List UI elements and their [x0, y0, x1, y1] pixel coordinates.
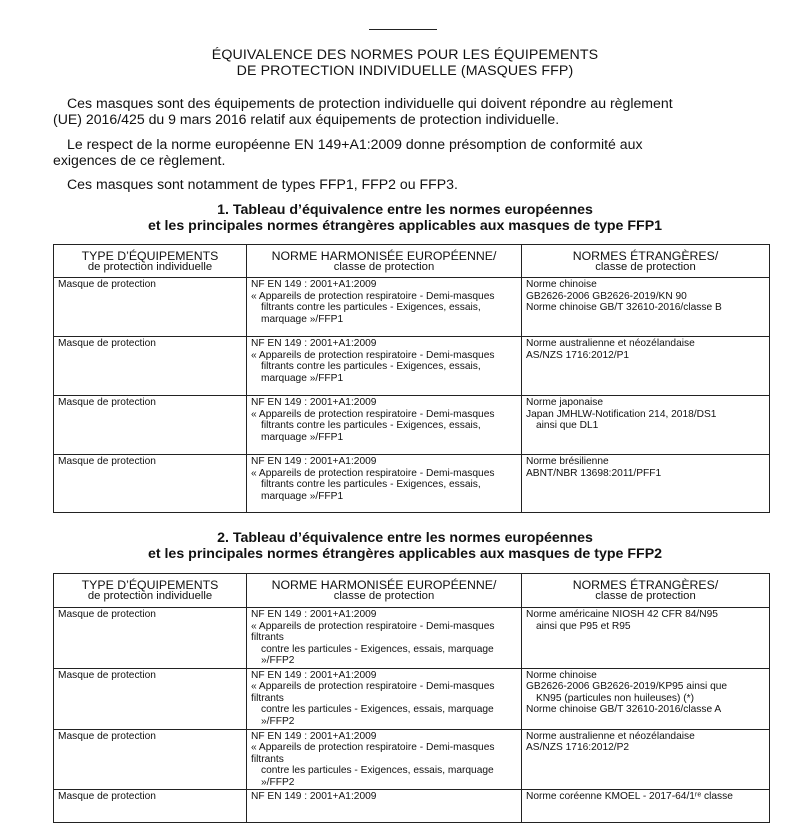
foreign-standard: GB2626-2006 GB2626-2019/KN 90	[526, 290, 687, 302]
cell-norme	[247, 608, 522, 669]
cell-etrangeres	[522, 278, 770, 337]
cell-norme	[247, 455, 522, 513]
norme-description: marquage »/FFP1	[261, 372, 344, 384]
norme-reference: NF EN 149 : 2001+A1:2009	[251, 791, 377, 802]
table-row	[54, 337, 770, 396]
section-title-ffp2	[60, 530, 750, 562]
cell-type: Masque de protection	[54, 729, 247, 790]
cell-type: Masque de protection	[54, 278, 247, 337]
cell-norme	[247, 729, 522, 790]
equivalence-table-ffp1	[53, 244, 770, 513]
norme-reference: NF EN 149 : 2001+A1:2009	[251, 456, 377, 467]
title-line-1: ÉQUIVALENCE DES NORMES POUR LES ÉQUIPEMENTS	[211, 47, 599, 63]
section-title-line-1: 1. Tableau d’équivalence entre les normes européennes	[217, 202, 593, 218]
section-title-line-2: et les principales normes étrangères applicables aux masques de type FFP1	[147, 218, 663, 234]
paragraph-types	[53, 176, 773, 192]
header-etrangeres	[522, 574, 770, 608]
norme-reference: NF EN 149 : 2001+A1:2009	[251, 609, 377, 620]
foreign-standard: ainsi que P95 et R95	[536, 620, 631, 632]
norme-reference: NF EN 149 : 2001+A1:2009	[251, 730, 377, 742]
norme-description: « Appareils de protection respiratoire - Demi-masques	[251, 408, 495, 420]
cell-etrangeres	[522, 455, 770, 513]
cell-type: Masque de protection	[54, 608, 247, 669]
document-title	[60, 47, 750, 79]
table-row	[54, 729, 770, 790]
cell-etrangeres	[522, 729, 770, 790]
foreign-standard: ABNT/NBR 13698:2011/PFF1	[526, 467, 662, 479]
norme-description: « Appareils de protection respiratoire - Demi-masques	[251, 290, 495, 302]
paragraph-line: exigences de ce règlement.	[53, 152, 226, 168]
header-norme-subtitle: classe de protection	[333, 260, 435, 273]
norme-description: « Appareils de protection respiratoire - Demi-masques	[251, 349, 495, 361]
header-etrangeres-subtitle: classe de protection	[595, 590, 696, 602]
table-row	[54, 668, 770, 729]
header-type	[54, 245, 247, 278]
foreign-standard: Norme australienne et néozélandaise	[526, 338, 695, 349]
norme-reference: NF EN 149 : 2001+A1:2009	[251, 279, 377, 290]
header-norme	[247, 245, 522, 278]
norme-description: « Appareils de protection respiratoire - Demi-masques filtrants	[251, 681, 495, 704]
cell-norme	[247, 790, 522, 823]
cell-type: Masque de protection	[54, 790, 247, 823]
top-rule	[369, 29, 437, 30]
cell-type: Masque de protection	[54, 455, 247, 513]
header-etrangeres-title: NORMES ÉTRANGÈRES/	[572, 578, 719, 592]
equivalence-table-ffp2	[53, 573, 770, 823]
table-row	[54, 790, 770, 823]
norme-reference: NF EN 149 : 2001+A1:2009	[251, 338, 377, 349]
norme-description: marquage »/FFP1	[261, 490, 344, 502]
foreign-standard: GB2626-2006 GB2626-2019/KP95 ainsi que	[526, 681, 728, 692]
section-title-ffp1	[60, 202, 750, 234]
foreign-standard: Norme japonaise	[526, 397, 604, 408]
norme-description: contre les particules - Exigences, essais, marquage »/FFP2	[261, 643, 494, 666]
norme-description: filtrants contre les particules - Exigences, essais,	[261, 420, 481, 431]
norme-description: filtrants contre les particules - Exigences, essais,	[261, 361, 481, 372]
title-line-2: DE PROTECTION INDIVIDUELLE (MASQUES FFP)	[236, 63, 574, 79]
norme-description: « Appareils de protection respiratoire - Demi-masques filtrants	[251, 620, 495, 643]
paragraph-line: (UE) 2016/425 du 9 mars 2016 relatif aux équipements de protection individuelle.	[53, 111, 560, 127]
cell-norme	[247, 278, 522, 337]
foreign-standard: Norme coréenne KMOEL - 2017-64/1ʳᵉ classe	[526, 791, 733, 802]
header-etrangeres-subtitle: classe de protection	[595, 260, 696, 273]
norme-description: « Appareils de protection respiratoire - Demi-masques	[251, 467, 495, 479]
header-type-title: TYPE D’ÉQUIPEMENTS	[81, 248, 219, 263]
foreign-standard: Norme chinoise GB/T 32610-2016/classe A	[526, 704, 722, 715]
cell-etrangeres	[522, 337, 770, 396]
foreign-standard: Norme chinoise	[526, 279, 597, 290]
foreign-standard: AS/NZS 1716:2012/P2	[526, 742, 630, 753]
cell-etrangeres	[522, 668, 770, 729]
norme-description: contre les particules - Exigences, essais, marquage »/FFP2	[261, 765, 494, 788]
header-type-title: TYPE D’ÉQUIPEMENTS	[81, 578, 219, 592]
header-etrangeres	[522, 245, 770, 278]
paragraph-line: Le respect de la norme européenne EN 149+A1:2009 donne présomption de conformité aux	[67, 136, 643, 152]
norme-description: marquage »/FFP1	[261, 431, 344, 443]
foreign-standard: AS/NZS 1716:2012/P1	[526, 349, 630, 361]
paragraph-line: Ces masques sont notamment de types FFP1, FFP2 ou FFP3.	[67, 176, 458, 192]
foreign-standard: Japan JMHLW-Notification 214, 2018/DS1	[526, 408, 717, 420]
cell-etrangeres	[522, 608, 770, 669]
cell-etrangeres	[522, 396, 770, 455]
cell-type: Masque de protection	[54, 668, 247, 729]
foreign-standard: ainsi que DL1	[536, 420, 599, 431]
table-row	[54, 396, 770, 455]
norme-description: marquage »/FFP1	[261, 313, 344, 325]
foreign-standard: Norme américaine NIOSH 42 CFR 84/N95	[526, 609, 718, 620]
norme-reference: NF EN 149 : 2001+A1:2009	[251, 669, 377, 681]
cell-type: Masque de protection	[54, 396, 247, 455]
header-type	[54, 574, 247, 608]
cell-norme	[247, 396, 522, 455]
table-header-row	[54, 245, 770, 278]
section-title-line-1: 2. Tableau d’équivalence entre les normes européennes	[217, 530, 593, 546]
header-type-subtitle: de protection individuelle	[87, 590, 213, 602]
cell-norme	[247, 337, 522, 396]
norme-description: filtrants contre les particules - Exigences, essais,	[261, 479, 481, 490]
header-norme-title: NORME HARMONISÉE EUROPÉENNE/	[271, 578, 497, 592]
foreign-standard: KN95 (particules non huileuses) (*)	[536, 692, 694, 704]
paragraph-regulation	[53, 95, 773, 127]
paragraph-conformity	[53, 136, 773, 168]
norme-description: filtrants contre les particules - Exigences, essais,	[261, 302, 481, 313]
header-norme-title: NORME HARMONISÉE EUROPÉENNE/	[271, 248, 497, 263]
norme-description: contre les particules - Exigences, essais, marquage »/FFP2	[261, 704, 494, 727]
paragraph-line: Ces masques sont des équipements de protection individuelle qui doivent répondre au règlement	[67, 95, 673, 111]
table-row	[54, 455, 770, 513]
foreign-standard: Norme chinoise	[526, 669, 597, 681]
foreign-standard: Norme chinoise GB/T 32610-2016/classe B	[526, 302, 722, 313]
cell-type: Masque de protection	[54, 337, 247, 396]
table-row	[54, 278, 770, 337]
header-etrangeres-title: NORMES ÉTRANGÈRES/	[572, 248, 719, 263]
table-header-row	[54, 574, 770, 608]
header-norme	[247, 574, 522, 608]
cell-etrangeres	[522, 790, 770, 823]
foreign-standard: Norme australienne et néozélandaise	[526, 730, 695, 742]
header-type-subtitle: de protection individuelle	[87, 260, 213, 273]
section-title-line-2: et les principales normes étrangères applicables aux masques de type FFP2	[147, 546, 663, 562]
cell-norme	[247, 668, 522, 729]
norme-description: « Appareils de protection respiratoire - Demi-masques filtrants	[251, 742, 495, 765]
foreign-standard: Norme brésilienne	[526, 456, 609, 467]
table-row	[54, 608, 770, 669]
norme-reference: NF EN 149 : 2001+A1:2009	[251, 397, 377, 408]
header-norme-subtitle: classe de protection	[333, 590, 435, 602]
